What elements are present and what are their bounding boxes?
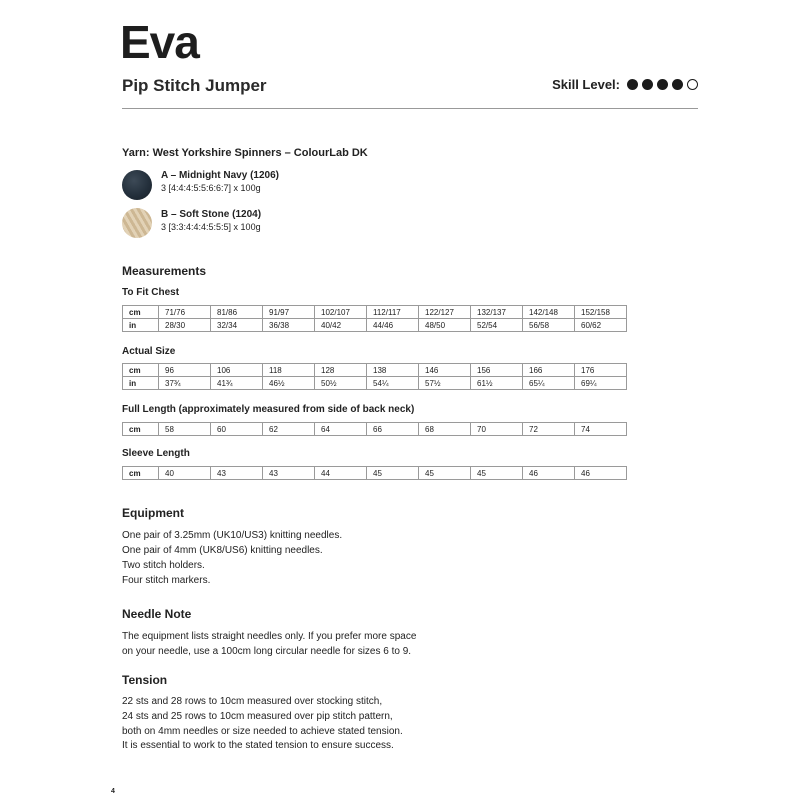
tension-line: 22 sts and 28 rows to 10cm measured over stocking stitch,	[122, 696, 383, 707]
table-row	[123, 423, 627, 436]
tension-note: It is essential to work to the stated tension to ensure success.	[122, 740, 394, 751]
size-cell: 43	[263, 467, 315, 480]
yarn-item-a	[161, 170, 279, 193]
unit-label: cm	[123, 364, 159, 377]
size-cell: 37¾	[159, 377, 211, 390]
yarn-heading: Yarn: West Yorkshire Spinners – ColourLab DK	[122, 147, 368, 159]
table-row	[123, 467, 627, 480]
sleeve-length-title: Sleeve Length	[122, 448, 190, 459]
size-cell: 46	[523, 467, 575, 480]
size-cell: 65¼	[523, 377, 575, 390]
size-cell: 40/42	[315, 319, 367, 332]
skill-dot-filled	[642, 79, 653, 90]
size-cell: 66	[367, 423, 419, 436]
skill-dot-filled	[672, 79, 683, 90]
size-cell: 102/107	[315, 306, 367, 319]
skill-level-label: Skill Level:	[552, 77, 620, 92]
size-cell: 132/137	[471, 306, 523, 319]
size-cell: 48/50	[419, 319, 471, 332]
header-divider	[122, 108, 698, 109]
table-row	[123, 364, 627, 377]
size-cell: 44	[315, 467, 367, 480]
size-cell: 45	[367, 467, 419, 480]
needle-note-line: on your needle, use a 100cm long circular needle for sizes 6 to 9.	[122, 646, 412, 657]
yarn-name-a: A – Midnight Navy (1206)	[161, 170, 279, 181]
size-cell: 72	[523, 423, 575, 436]
size-cell: 56/58	[523, 319, 575, 332]
yarn-item-b	[161, 209, 261, 232]
equipment-list	[122, 528, 542, 588]
table-row	[123, 306, 627, 319]
size-cell: 118	[263, 364, 315, 377]
skill-dot-filled	[627, 79, 638, 90]
size-cell: 50½	[315, 377, 367, 390]
size-cell: 146	[419, 364, 471, 377]
size-cell: 58	[159, 423, 211, 436]
page-number: 4	[111, 788, 115, 795]
size-cell: 60/62	[575, 319, 627, 332]
size-cell: 70	[471, 423, 523, 436]
size-cell: 142/148	[523, 306, 575, 319]
size-cell: 122/127	[419, 306, 471, 319]
size-cell: 68	[419, 423, 471, 436]
pattern-title: Eva	[120, 16, 199, 68]
size-cell: 28/30	[159, 319, 211, 332]
equipment-heading: Equipment	[122, 506, 184, 520]
yarn-swatch-a	[122, 170, 152, 200]
unit-label: cm	[123, 423, 159, 436]
unit-label: cm	[123, 467, 159, 480]
size-cell: 156	[471, 364, 523, 377]
needle-note-line: The equipment lists straight needles only. If you prefer more space	[122, 631, 417, 642]
size-cell: 54¼	[367, 377, 419, 390]
size-cell: 57½	[419, 377, 471, 390]
size-cell: 45	[419, 467, 471, 480]
pattern-subtitle: Pip Stitch Jumper	[122, 76, 267, 95]
actual-size-title: Actual Size	[122, 346, 176, 357]
size-cell: 69¼	[575, 377, 627, 390]
size-cell: 44/46	[367, 319, 419, 332]
size-cell: 46	[575, 467, 627, 480]
tension-line: both on 4mm needles or size needed to achieve stated tension.	[122, 726, 403, 737]
sleeve-length-table	[122, 466, 627, 480]
size-cell: 81/86	[211, 306, 263, 319]
size-cell: 128	[315, 364, 367, 377]
full-length-table	[122, 422, 627, 436]
yarn-swatch-b	[122, 208, 152, 238]
yarn-qty-b: 3 [3:3:4:4:4:5:5:5] x 100g	[161, 222, 261, 232]
size-cell: 45	[471, 467, 523, 480]
measurements-heading: Measurements	[122, 264, 207, 278]
skill-dot-filled	[657, 79, 668, 90]
skill-dot-empty	[687, 79, 698, 90]
equipment-line: Two stitch holders.	[122, 560, 205, 571]
equipment-line: One pair of 3.25mm (UK10/US3) knitting needles.	[122, 530, 343, 541]
size-cell: 52/54	[471, 319, 523, 332]
skill-level-dots	[627, 79, 698, 90]
equipment-line: One pair of 4mm (UK8/US6) knitting needles.	[122, 545, 323, 556]
table-row	[123, 377, 627, 390]
size-cell: 74	[575, 423, 627, 436]
equipment-line: Four stitch markers.	[122, 575, 211, 586]
to-fit-chest-table	[122, 305, 627, 332]
skill-level	[552, 77, 698, 92]
size-cell: 106	[211, 364, 263, 377]
size-cell: 71/76	[159, 306, 211, 319]
to-fit-chest-title: To Fit Chest	[122, 287, 180, 298]
size-cell: 138	[367, 364, 419, 377]
needle-note-heading: Needle Note	[122, 607, 192, 621]
unit-label: in	[123, 319, 159, 332]
tension-line: 24 sts and 25 rows to 10cm measured over pip stitch pattern,	[122, 711, 393, 722]
size-cell: 91/97	[263, 306, 315, 319]
size-cell: 32/34	[211, 319, 263, 332]
tension-heading: Tension	[122, 673, 168, 687]
size-cell: 166	[523, 364, 575, 377]
actual-size-table	[122, 363, 627, 390]
size-cell: 46½	[263, 377, 315, 390]
size-cell: 60	[211, 423, 263, 436]
unit-label: in	[123, 377, 159, 390]
size-cell: 152/158	[575, 306, 627, 319]
size-cell: 61½	[471, 377, 523, 390]
unit-label: cm	[123, 306, 159, 319]
yarn-qty-a: 3 [4:4:4:5:5:6:6:7] x 100g	[161, 183, 261, 193]
size-cell: 64	[315, 423, 367, 436]
size-cell: 176	[575, 364, 627, 377]
table-row	[123, 319, 627, 332]
size-cell: 41¾	[211, 377, 263, 390]
size-cell: 62	[263, 423, 315, 436]
full-length-title: Full Length (approximately measured from side of back neck)	[122, 404, 415, 415]
size-cell: 43	[211, 467, 263, 480]
size-cell: 96	[159, 364, 211, 377]
size-cell: 36/38	[263, 319, 315, 332]
tension-text	[122, 694, 542, 739]
size-cell: 112/117	[367, 306, 419, 319]
yarn-name-b: B – Soft Stone (1204)	[161, 209, 262, 220]
size-cell: 40	[159, 467, 211, 480]
needle-note-text	[122, 629, 542, 659]
